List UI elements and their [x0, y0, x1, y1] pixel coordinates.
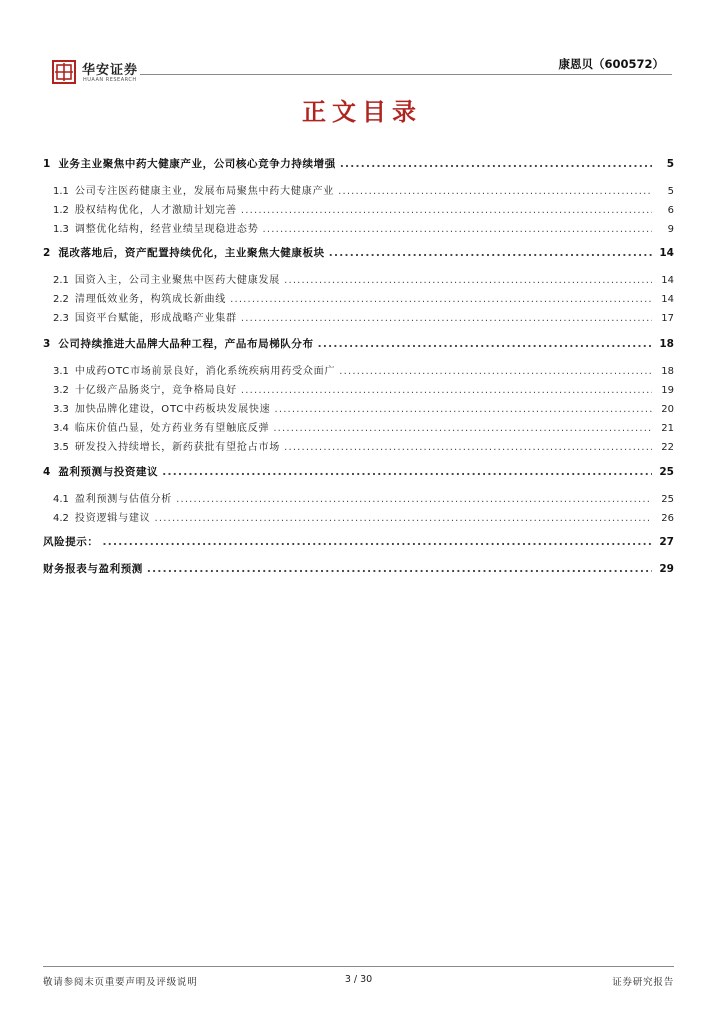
toc-entry-subsection[interactable] [43, 220, 674, 238]
toc-entry-subsection[interactable] [43, 509, 674, 527]
toc-entry-page: 14 [659, 247, 674, 259]
toc-entry-page: 26 [661, 513, 674, 524]
toc-entry-page: 27 [659, 536, 674, 548]
toc-entry-page: 18 [659, 338, 674, 350]
toc-entry-title: 投资逻辑与建议 [74, 513, 151, 524]
footer-page-number: 3 / 30 [344, 974, 373, 985]
toc-entry-page: 22 [661, 442, 674, 453]
toc-entry-section[interactable] [43, 561, 674, 579]
toc-entry-page: 14 [661, 294, 674, 305]
toc-entry-title: 十亿级产品肠炎宁，竞争格局良好 [74, 385, 237, 396]
page-header [52, 56, 672, 86]
toc-entry-subsection[interactable] [43, 419, 674, 437]
toc-dot-leader [176, 494, 652, 505]
toc-entry-title: 财务报表与盈利预测 [43, 563, 143, 575]
toc-entry-title: 盈利预测与投资建议 [58, 466, 159, 478]
toc-dot-leader [241, 313, 652, 324]
brand-subtitle: HUAAN RESEARCH [83, 77, 137, 83]
toc-entry-page: 5 [667, 186, 674, 197]
toc-entry-number: 1.3 [53, 224, 69, 235]
footer-disclaimer: 敬请参阅末页重要声明及评级说明 [43, 977, 198, 988]
brand-name: 华安证券 [82, 63, 139, 78]
toc-entry-number: 3.4 [53, 423, 69, 434]
toc-dot-leader [274, 404, 652, 415]
toc-dot-leader [340, 158, 652, 170]
toc-entry-section[interactable] [43, 534, 674, 552]
toc-dot-leader [241, 385, 652, 396]
toc-dot-leader [318, 338, 652, 350]
toc-entry-number: 1 [43, 158, 51, 170]
footer-doc-type: 证券研究报告 [612, 977, 674, 988]
toc-entry-title: 公司持续推进大品牌大品种工程，产品布局梯队分布 [58, 338, 314, 350]
toc-entry-page: 20 [661, 404, 674, 415]
toc-entry-subsection[interactable] [43, 438, 674, 456]
toc-entry-page: 14 [661, 275, 674, 286]
header-divider [140, 74, 672, 75]
toc-dot-leader [338, 186, 652, 197]
toc-entry-title: 调整优化结构，经营业绩呈现稳进态势 [74, 224, 259, 235]
toc-entry-page: 25 [659, 466, 674, 478]
toc-dot-leader [230, 294, 652, 305]
toc-entry-number: 4.2 [53, 513, 69, 524]
toc-dot-leader [339, 366, 652, 377]
toc-entry-subsection[interactable] [43, 400, 674, 418]
toc-entry-number: 3.1 [53, 366, 69, 377]
toc-entry-section[interactable] [43, 336, 674, 354]
toc-entry-section[interactable] [43, 464, 674, 482]
toc-entry-number: 2.2 [53, 294, 69, 305]
stock-name: 康恩贝（600572） [558, 57, 664, 71]
toc-entry-subsection[interactable] [43, 362, 674, 380]
toc-entry-page: 21 [661, 423, 674, 434]
toc-entry-number: 3.3 [53, 404, 69, 415]
toc-entry-number: 4.1 [53, 494, 69, 505]
toc-entry-subsection[interactable] [43, 290, 674, 308]
toc-entry-section[interactable] [43, 245, 674, 263]
toc-entry-title: 研发投入持续增长，新药获批有望抢占市场 [74, 442, 281, 453]
page-title: 正文目录 [302, 97, 422, 126]
toc-dot-leader [103, 536, 653, 548]
toc-dot-leader [284, 442, 652, 453]
toc-entry-page: 6 [667, 205, 674, 216]
toc-entry-page: 25 [661, 494, 674, 505]
toc-entry-page: 17 [661, 313, 674, 324]
toc-entry-title: 盈利预测与估值分析 [74, 494, 173, 505]
toc-entry-subsection[interactable] [43, 490, 674, 508]
toc-dot-leader [273, 423, 652, 434]
toc-entry-subsection[interactable] [43, 182, 674, 200]
toc-entry-title: 临床价值凸显，处方药业务有望触底反弹 [74, 423, 270, 434]
toc-entry-number: 1.1 [53, 186, 69, 197]
footer-divider [43, 966, 674, 967]
toc-entry-subsection[interactable] [43, 271, 674, 289]
toc-dot-leader [263, 224, 652, 235]
toc-entry-number: 1.2 [53, 205, 69, 216]
toc-entry-page: 18 [661, 366, 674, 377]
toc-entry-number: 3.5 [53, 442, 69, 453]
huaan-logo-icon [52, 60, 76, 84]
toc-entry-title: 业务主业聚焦中药大健康产业，公司核心竞争力持续增强 [58, 158, 336, 170]
toc-entry-title: 清理低效业务，构筑成长新曲线 [74, 294, 227, 305]
toc-entry-title: 股权结构优化，人才激励计划完善 [74, 205, 237, 216]
toc-entry-number: 4 [43, 466, 51, 478]
toc-entry-page: 9 [667, 224, 674, 235]
toc-dot-leader [155, 513, 652, 524]
toc-entry-page: 29 [659, 563, 674, 575]
toc-entry-title: 公司专注医药健康主业，发展布局聚焦中药大健康产业 [74, 186, 335, 197]
toc-entry-subsection[interactable] [43, 381, 674, 399]
toc-dot-leader [162, 466, 652, 478]
toc-entry-page: 19 [661, 385, 674, 396]
toc-entry-title: 混改落地后，资产配置持续优化，主业聚焦大健康板块 [58, 247, 325, 259]
toc-dot-leader [147, 563, 652, 575]
toc-entry-number: 2.3 [53, 313, 69, 324]
toc-entry-title: 风险提示： [43, 536, 99, 548]
toc-entry-title: 中成药OTC市场前景良好，消化系统疾病用药受众面广 [74, 366, 336, 377]
toc-entry-section[interactable] [43, 156, 674, 174]
toc-entry-subsection[interactable] [43, 309, 674, 327]
toc-entry-number: 2 [43, 247, 51, 259]
toc-entry-page: 5 [666, 158, 674, 170]
toc-entry-subsection[interactable] [43, 201, 674, 219]
toc-dot-leader [284, 275, 652, 286]
toc-entry-title: 加快品牌化建设，OTC中药板块发展快速 [74, 404, 271, 415]
toc-entry-title: 国资平台赋能，形成战略产业集群 [74, 313, 237, 324]
toc-entry-number: 2.1 [53, 275, 69, 286]
toc-dot-leader [329, 247, 652, 259]
toc-entry-number: 3 [43, 338, 51, 350]
toc-entry-number: 3.2 [53, 385, 69, 396]
toc-dot-leader [241, 205, 652, 216]
toc-entry-title: 国资入主，公司主业聚焦中医药大健康发展 [74, 275, 281, 286]
